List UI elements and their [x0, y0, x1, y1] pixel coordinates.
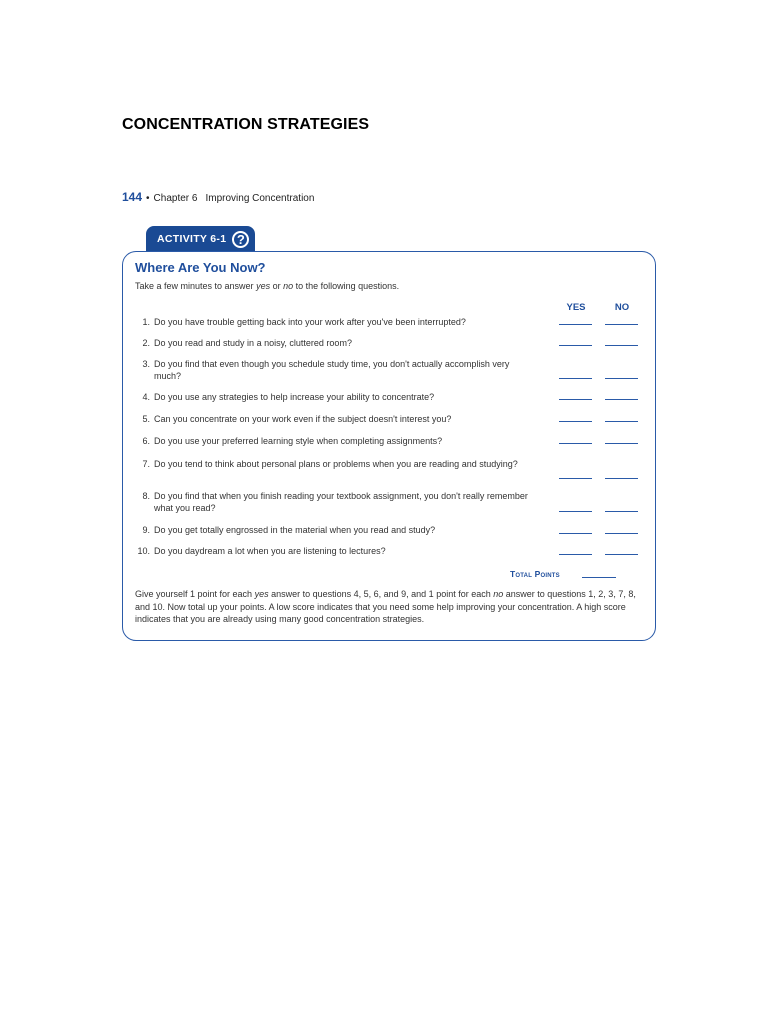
question-number: 7.: [142, 459, 150, 469]
yes-answer-blank[interactable]: [559, 511, 592, 512]
question-number: 10.: [137, 546, 150, 556]
intro-text: to the following questions.: [293, 281, 400, 291]
question-number: 9.: [142, 525, 150, 535]
yes-answer-blank[interactable]: [559, 399, 592, 400]
intro-text: Take a few minutes to answer: [135, 281, 257, 291]
yes-answer-blank[interactable]: [559, 378, 592, 379]
question-text: Do you get totally engrossed in the material when you read and study?: [154, 525, 436, 535]
scoring-instructions: [135, 588, 645, 626]
question-number: 4.: [142, 392, 150, 402]
question-text: Do you find that even though you schedule study time, you don't actually accomplish very much?: [154, 359, 510, 381]
question-text: Do you use your preferred learning style when completing assignments?: [154, 436, 443, 446]
yes-answer-blank[interactable]: [559, 345, 592, 346]
instructions-text: answer to questions 1, 2, 3, 7, 8, and 10. Now total up your points. A low score indicates that you need some help improving your concentration. A high score indicates that you are already using many good concentration strategies.: [135, 589, 636, 624]
activity-intro: [135, 281, 399, 291]
instructions-text: Give yourself 1 point for each: [135, 589, 255, 599]
no-column-header: NO: [614, 302, 630, 313]
running-head: [122, 190, 314, 204]
no-answer-blank[interactable]: [605, 443, 638, 444]
activity-tab: [146, 226, 255, 252]
yes-answer-blank[interactable]: [559, 554, 592, 555]
chapter-label: Chapter 6: [153, 193, 198, 204]
instructions-yes: yes: [254, 589, 269, 599]
yes-answer-blank[interactable]: [559, 421, 592, 422]
question-number: 1.: [142, 317, 150, 327]
question-number: 8.: [142, 491, 150, 501]
question-text: Do you tend to think about personal plans or problems when you are reading and studying?: [154, 459, 518, 469]
intro-text: or: [270, 281, 284, 291]
yes-answer-blank[interactable]: [559, 443, 592, 444]
no-answer-blank[interactable]: [605, 554, 638, 555]
no-answer-blank[interactable]: [605, 533, 638, 534]
no-answer-blank[interactable]: [605, 345, 638, 346]
question-text: Do you find that when you finish reading your textbook assignment, you don't really remember what you read?: [154, 491, 528, 513]
total-points-label: Total Points: [510, 569, 560, 579]
yes-column-header: YES: [566, 302, 586, 313]
question-number: 6.: [142, 436, 150, 446]
bullet-separator: •: [146, 193, 150, 204]
page-number: 144: [122, 190, 143, 204]
no-answer-blank[interactable]: [605, 324, 638, 325]
no-answer-blank[interactable]: [605, 478, 638, 479]
question-number: 2.: [142, 338, 150, 348]
question-text: Do you read and study in a noisy, cluttered room?: [154, 338, 352, 348]
document-title: CONCENTRATION STRATEGIES: [122, 116, 370, 133]
instructions-text: answer to questions 4, 5, 6, and 9, and 1 point for each: [268, 589, 494, 599]
no-answer-blank[interactable]: [605, 378, 638, 379]
no-answer-blank[interactable]: [605, 511, 638, 512]
question-number: 5.: [142, 414, 150, 424]
no-answer-blank[interactable]: [605, 421, 638, 422]
intro-yes: yes: [256, 281, 271, 291]
activity-heading: Where Are You Now?: [135, 260, 266, 275]
question-text: Can you concentrate on your work even if the subject doesn't interest you?: [154, 414, 452, 424]
chapter-title: Improving Concentration: [205, 193, 315, 204]
instructions-no: no: [493, 589, 504, 599]
question-text: Do you daydream a lot when you are listening to lectures?: [154, 546, 386, 556]
question-number: 3.: [142, 359, 150, 369]
yes-answer-blank[interactable]: [559, 478, 592, 479]
no-answer-blank[interactable]: [605, 399, 638, 400]
intro-no: no: [283, 281, 294, 291]
activity-tab-label: ACTIVITY 6-1: [157, 233, 227, 245]
yes-answer-blank[interactable]: [559, 324, 592, 325]
question-text: Do you have trouble getting back into your work after you've been interrupted?: [154, 317, 466, 327]
question-text: Do you use any strategies to help increase your ability to concentrate?: [154, 392, 435, 402]
question-mark-circle-icon: ?: [232, 231, 249, 248]
yes-answer-blank[interactable]: [559, 533, 592, 534]
total-points-blank[interactable]: [582, 577, 616, 578]
